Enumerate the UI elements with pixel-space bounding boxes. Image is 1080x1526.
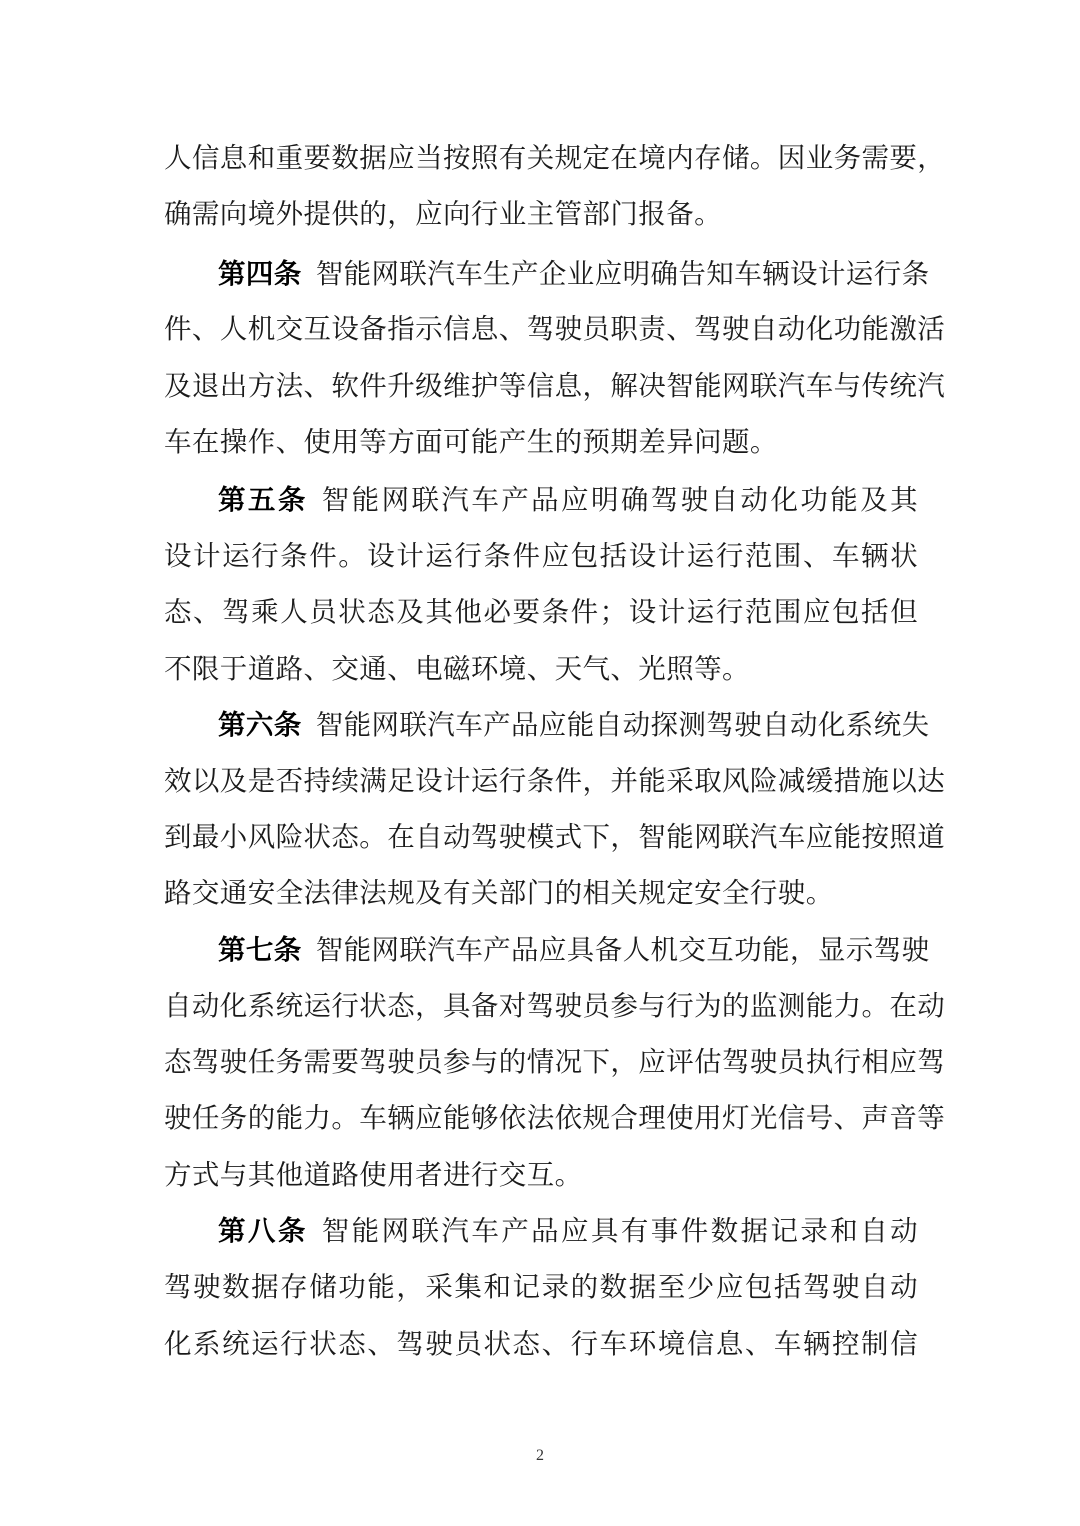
- paragraph-line: 自动化系统运行状态，具备对驾驶员参与行为的监测能力。在动: [164, 990, 946, 1022]
- paragraph-line: 方式与其他道路使用者进行交互。: [164, 1159, 583, 1191]
- paragraph-line: 驾驶数据存储功能，采集和记录的数据至少应包括驾驶自动: [164, 1271, 918, 1303]
- paragraph-line: 件、人机交互设备指示信息、驾驶员职责、驾驶自动化功能激活: [164, 313, 946, 345]
- article-text: 智能网联汽车生产企业应明确告知车辆设计运行条: [315, 258, 930, 290]
- paragraph-line: 及退出方法、软件升级维护等信息，解决智能网联汽车与传统汽: [164, 370, 946, 402]
- paragraph-line: 到最小风险状态。在自动驾驶模式下，智能网联汽车应能按照道: [164, 821, 946, 853]
- article-heading: 第五条: [218, 484, 308, 516]
- paragraph-line: 态、驾乘人员状态及其他必要条件；设计运行范围应包括但: [164, 596, 918, 628]
- article-first-line: [218, 250, 930, 298]
- article-text: 智能网联汽车产品应具备人机交互功能，显示驾驶: [315, 934, 930, 966]
- article-first-line: [218, 1207, 918, 1255]
- paragraph-line: 驶任务的能力。车辆应能够依法依规合理使用灯光信号、声音等: [164, 1102, 946, 1134]
- paragraph-line: 人信息和重要数据应当按照有关规定在境内存储。因业务需要，: [164, 142, 946, 174]
- page-number: 2: [536, 1447, 544, 1464]
- paragraph-line: 效以及是否持续满足设计运行条件，并能采取风险减缓措施以达: [164, 765, 946, 797]
- paragraph-line: 路交通安全法律法规及有关部门的相关规定安全行驶。: [164, 877, 834, 909]
- article-heading: 第六条: [218, 709, 302, 741]
- paragraph-line: 车在操作、使用等方面可能产生的预期差异问题。: [164, 426, 778, 458]
- article-text: 智能网联汽车产品应能自动探测驾驶自动化系统失: [315, 709, 930, 741]
- article-text: 智能网联汽车产品应具有事件数据记录和自动: [321, 1215, 919, 1247]
- paragraph-line: 化系统运行状态、驾驶员状态、行车环境信息、车辆控制信: [164, 1328, 918, 1360]
- article-heading: 第八条: [218, 1215, 308, 1247]
- paragraph-line: 不限于道路、交通、电磁环境、天气、光照等。: [164, 653, 750, 685]
- article-heading: 第四条: [218, 258, 302, 290]
- article-heading: 第七条: [218, 934, 302, 966]
- paragraph-line: 确需向境外提供的，应向行业主管部门报备。: [164, 198, 722, 230]
- paragraph-line: 设计运行条件。设计运行条件应包括设计运行范围、车辆状: [164, 540, 918, 572]
- article-first-line: [218, 701, 930, 749]
- article-text: 智能网联汽车产品应明确驾驶自动化功能及其: [321, 484, 919, 516]
- paragraph-line: 态驾驶任务需要驾驶员参与的情况下，应评估驾驶员执行相应驾: [164, 1046, 946, 1078]
- article-first-line: [218, 926, 930, 974]
- article-first-line: [218, 476, 918, 524]
